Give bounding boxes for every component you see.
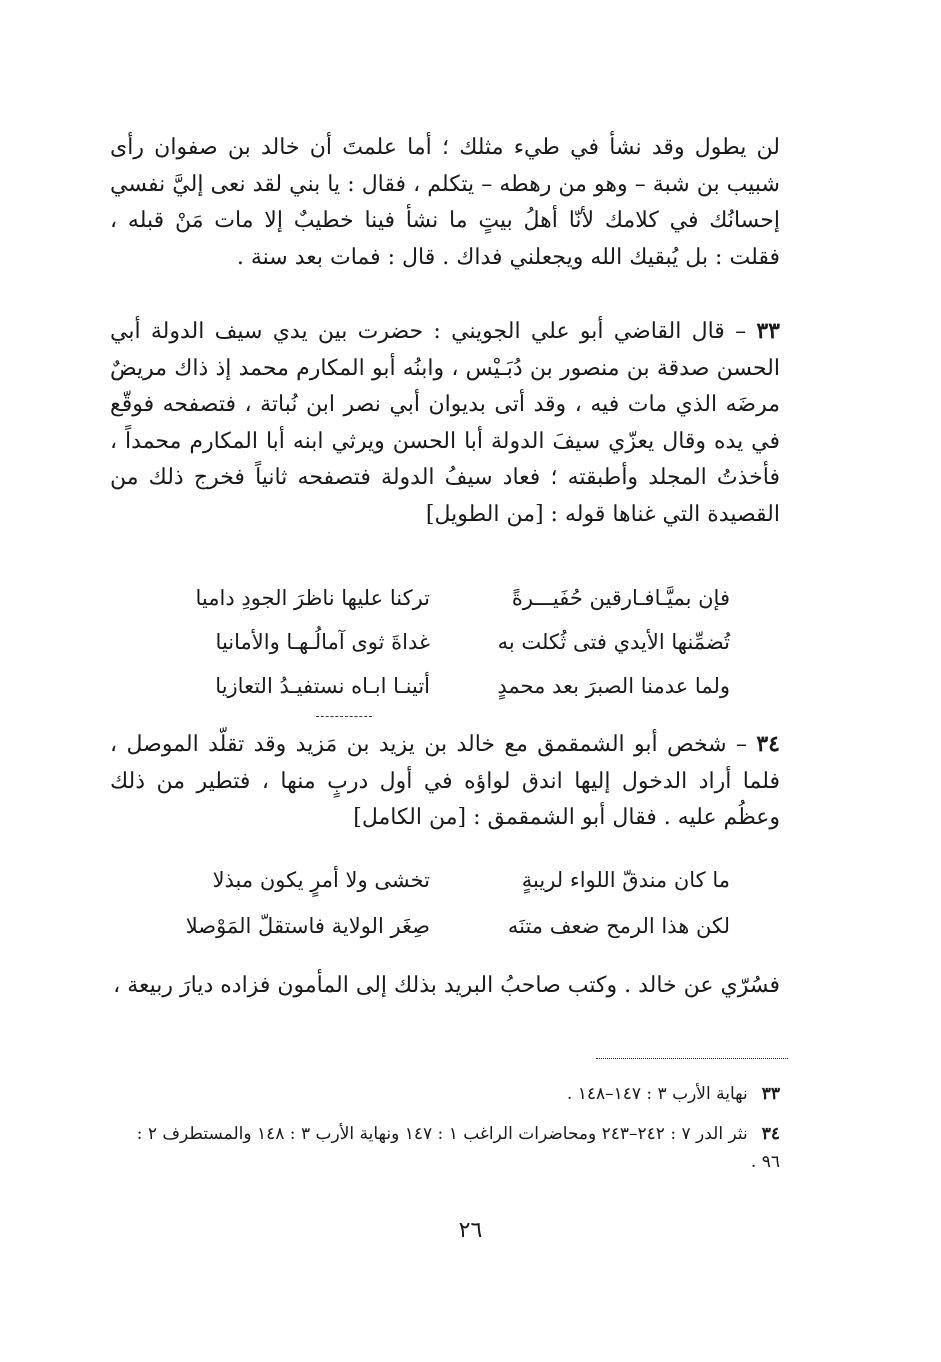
- footnote-number: ٣٣: [761, 1084, 780, 1104]
- verse-first-hemistich: ولما عدمنا الصبرَ بعد محمدٍ: [497, 674, 730, 698]
- entry-number-34: ٣٤: [756, 731, 780, 757]
- verse-first-hemistich: ما كان مندقّ اللواء لريبةٍ: [521, 868, 730, 892]
- paragraph-closing: فسُرّي عن خالد . وكتب صاحبُ البريد بذلك إلى المأمون فزاده ديارَ ربيعة ،: [113, 973, 780, 998]
- footnote-number: ٣٤: [761, 1124, 780, 1144]
- page-number: ٢٦: [458, 1218, 483, 1243]
- verse-line: [150, 586, 730, 620]
- footnote-text: نهاية الأرب ٣ : ١٤٧–١٤٨ .: [566, 1084, 748, 1104]
- footnote: [120, 1080, 780, 1108]
- entry-number-33: ٣٣: [756, 318, 780, 344]
- footnote-text: نثر الدر ٧ : ٢٤٢–٢٤٣ ومحاضرات الراغب ١ : ١٤٧ ونهاية الأرب ٣ : ١٤٨ والمستطرف ٢ : ٩٦ .: [136, 1124, 780, 1172]
- paragraph-33: ٣٣ – قال القاضي أبو علي الجويني : حضرت بين يدي سيف الدولة أبي الحسن صدقة بن منصور بن دُبَـيْس ، وابنُه أبو المكارم محمد إذ ذاك مريضٌ مرضَه الذي مات فيه ، وقد أتى بديوان أبي نصر ابن نُباتة ، فتصفحه فوقّع في يده وقال يعزّي سيفَ الدولة أبا الحسن ويرثي ابنه أبا المكارم محمداً ، فأخذتُ المجلد وأطبقته ؛ فعاد سيفُ الدولة فتصفحه ثانياً فخرج ذلك من القصيدة التي غناها قوله : [من الطويل]: [110, 318, 780, 527]
- verse-line: [150, 674, 730, 708]
- footnote: [120, 1120, 780, 1176]
- verse-line: [150, 914, 730, 948]
- verse-second-hemistich: أتينـا ابـاه نستفيـدُ التعازيا: [215, 674, 430, 698]
- paragraph-34: ٣٤ – شخص أبو الشمقمق مع خالد بن يزيد بن مَزيد وقد تقلّد الموصل ، فلما أراد الدخول إليها اندق لواؤه في أول دربٍ منها ، فتطير من ذلك وعظُم عليه . فقال أبو الشمقمق : [من الكامل]: [110, 731, 780, 830]
- verse-separator: [316, 716, 372, 717]
- verse-first-hemistich: تُضمِّنها الأيدي فتى ثُكلت به: [497, 630, 730, 654]
- footnote-separator: [596, 1058, 788, 1059]
- verse-second-hemistich: غداةَ ثوى آمالُـهـا والأمانيا: [215, 630, 430, 654]
- paragraph-intro: لن يطول وقد نشأ في طيء مثلك ؛ أما علمتَ أن خالد بن صفوان رأى شبيب بن شبة – وهو من رهطه – يتكلم ، فقال : يا بني لقد نعى إليَّ نفسي إحسانُك في كلامك لأنّا أهلُ بيتٍ ما نشأ فينا خطيبٌ إلا مات مَنْ قبله ، فقلت : بل يُبقيك الله ويجعلني فداك . قال : فمات بعد سنة .: [110, 135, 780, 270]
- verse-second-hemistich: صِغَر الولاية فاستقلّ المَوْصلا: [185, 914, 430, 938]
- verse-line: [150, 630, 730, 664]
- verse-first-hemistich: فإن بميَّـافـارقين حُفَيـــرةً: [511, 586, 730, 610]
- verse-first-hemistich: لكن هذا الرمح ضعف متنَه: [507, 914, 730, 938]
- verse-second-hemistich: تخشى ولا أمرٍ يكون مبذلا: [212, 868, 430, 892]
- verse-second-hemistich: تركنا عليها ناظرَ الجودِ داميا: [195, 586, 430, 610]
- verse-line: [150, 868, 730, 902]
